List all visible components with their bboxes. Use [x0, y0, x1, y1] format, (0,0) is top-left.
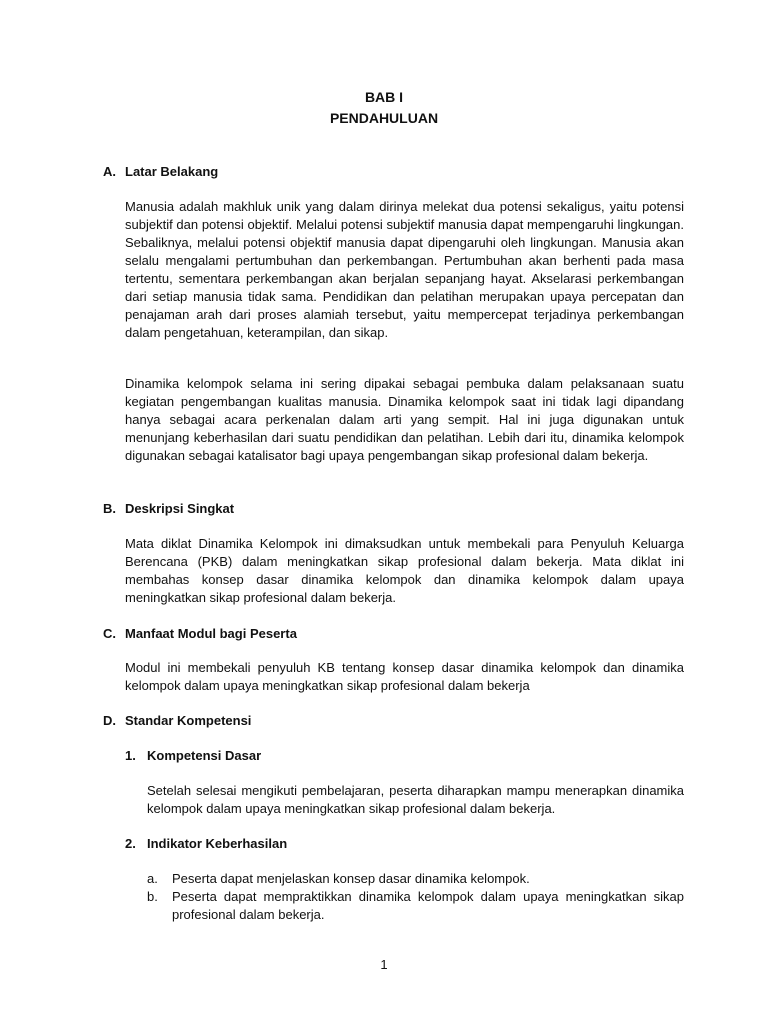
section-d-title: Standar Kompetensi	[125, 713, 252, 728]
subsection-2-title: Indikator Keberhasilan	[147, 836, 288, 851]
subsection-1-paragraph: Setelah selesai mengikuti pembelajaran, peserta diharapkan mampu menerapkan dinamika kelompok dalam upaya meningkatkan sikap profesional dalam bekerja.	[147, 783, 684, 816]
list-item-text: Peserta dapat menjelaskan konsep dasar dinamika kelompok.	[172, 871, 530, 886]
section-d-heading	[103, 712, 251, 730]
list-item-text: Peserta dapat mempraktikkan dinamika kelompok dalam upaya meningkatkan sikap profesional dalam bekerja.	[172, 889, 684, 922]
section-a-title: Latar Belakang	[125, 164, 219, 179]
list-item	[147, 870, 684, 888]
list-marker: a.	[147, 871, 158, 886]
chapter-number: BAB I	[364, 89, 404, 105]
subsection-2-label: 2.	[125, 836, 136, 851]
subsection-1-label: 1.	[125, 748, 136, 763]
section-c-title: Manfaat Modul bagi Peserta	[125, 626, 297, 641]
section-b-paragraph: Mata diklat Dinamika Kelompok ini dimaksudkan untuk membekali para Penyuluh Keluarga Berencana (PKB) dalam meningkatkan sikap profesional dalam bekerja. Mata diklat ini membahas konsep dasar dinamika kelompok dan dinamika kelompok dalam upaya meningkatkan sikap profesional dalam bekerja.	[125, 536, 684, 605]
list-item	[147, 888, 684, 924]
section-a-paragraph-1: Manusia adalah makhluk unik yang dalam dirinya melekat dua potensi sekaligus, yaitu potensi subjektif dan potensi objektif. Melalui potensi subjektif manusia dapat mempengaruhi lingkungan. Sebaliknya, melalui potensi objektif manusia dapat dipengaruhi oleh lingkungan. Manusia akan selalu mengalami pertumbuhan dan perkembangan. Pertumbuhan akan berhenti pada masa tertentu, sementara perkembangan akan berjalan sepanjang hayat. Akselarasi perkembangan dari setiap manusia tidak sama. Pendidikan dan pelatihan merupakan upaya percepatan dan penajaman arah dari proses alamiah tersebut, yaitu mempercepat terjadinya perkembangan dalam pengetahuan, keterampilan, dan sikap.	[125, 199, 684, 340]
subsection-1-title: Kompetensi Dasar	[147, 748, 262, 763]
subsection-2-heading	[125, 835, 287, 853]
section-c-paragraph: Modul ini membekali penyuluh KB tentang konsep dasar dinamika kelompok dan dinamika kelompok dalam upaya meningkatkan sikap profesional dalam bekerja	[125, 660, 684, 693]
section-c-label: C.	[103, 626, 116, 641]
page-number: 1	[380, 957, 388, 972]
section-b-heading	[103, 500, 234, 518]
section-c-heading	[103, 625, 297, 643]
list-marker: b.	[147, 889, 158, 904]
section-b-label: B.	[103, 501, 116, 516]
section-a-paragraph-2: Dinamika kelompok selama ini sering dipakai sebagai pembuka dalam pelaksanaan suatu kegiatan pengembangan kualitas manusia. Dinamika kelompok saat ini tidak lagi dipandang hanya sebagai acara perkenalan dalam arti yang sempit. Hal ini juga digunakan untuk menunjang keberhasilan dari suatu pendidikan dan pelatihan. Lebih dari itu, dinamika kelompok digunakan sebagai katalisator bagi upaya pengembangan sikap profesional dalam bekerja.	[125, 376, 684, 463]
subsection-1-heading	[125, 747, 261, 765]
section-b-title: Deskripsi Singkat	[125, 501, 235, 516]
section-d-label: D.	[103, 713, 116, 728]
chapter-title: PENDAHULUAN	[329, 110, 439, 126]
section-a-heading	[103, 163, 218, 181]
section-a-label: A.	[103, 164, 116, 179]
